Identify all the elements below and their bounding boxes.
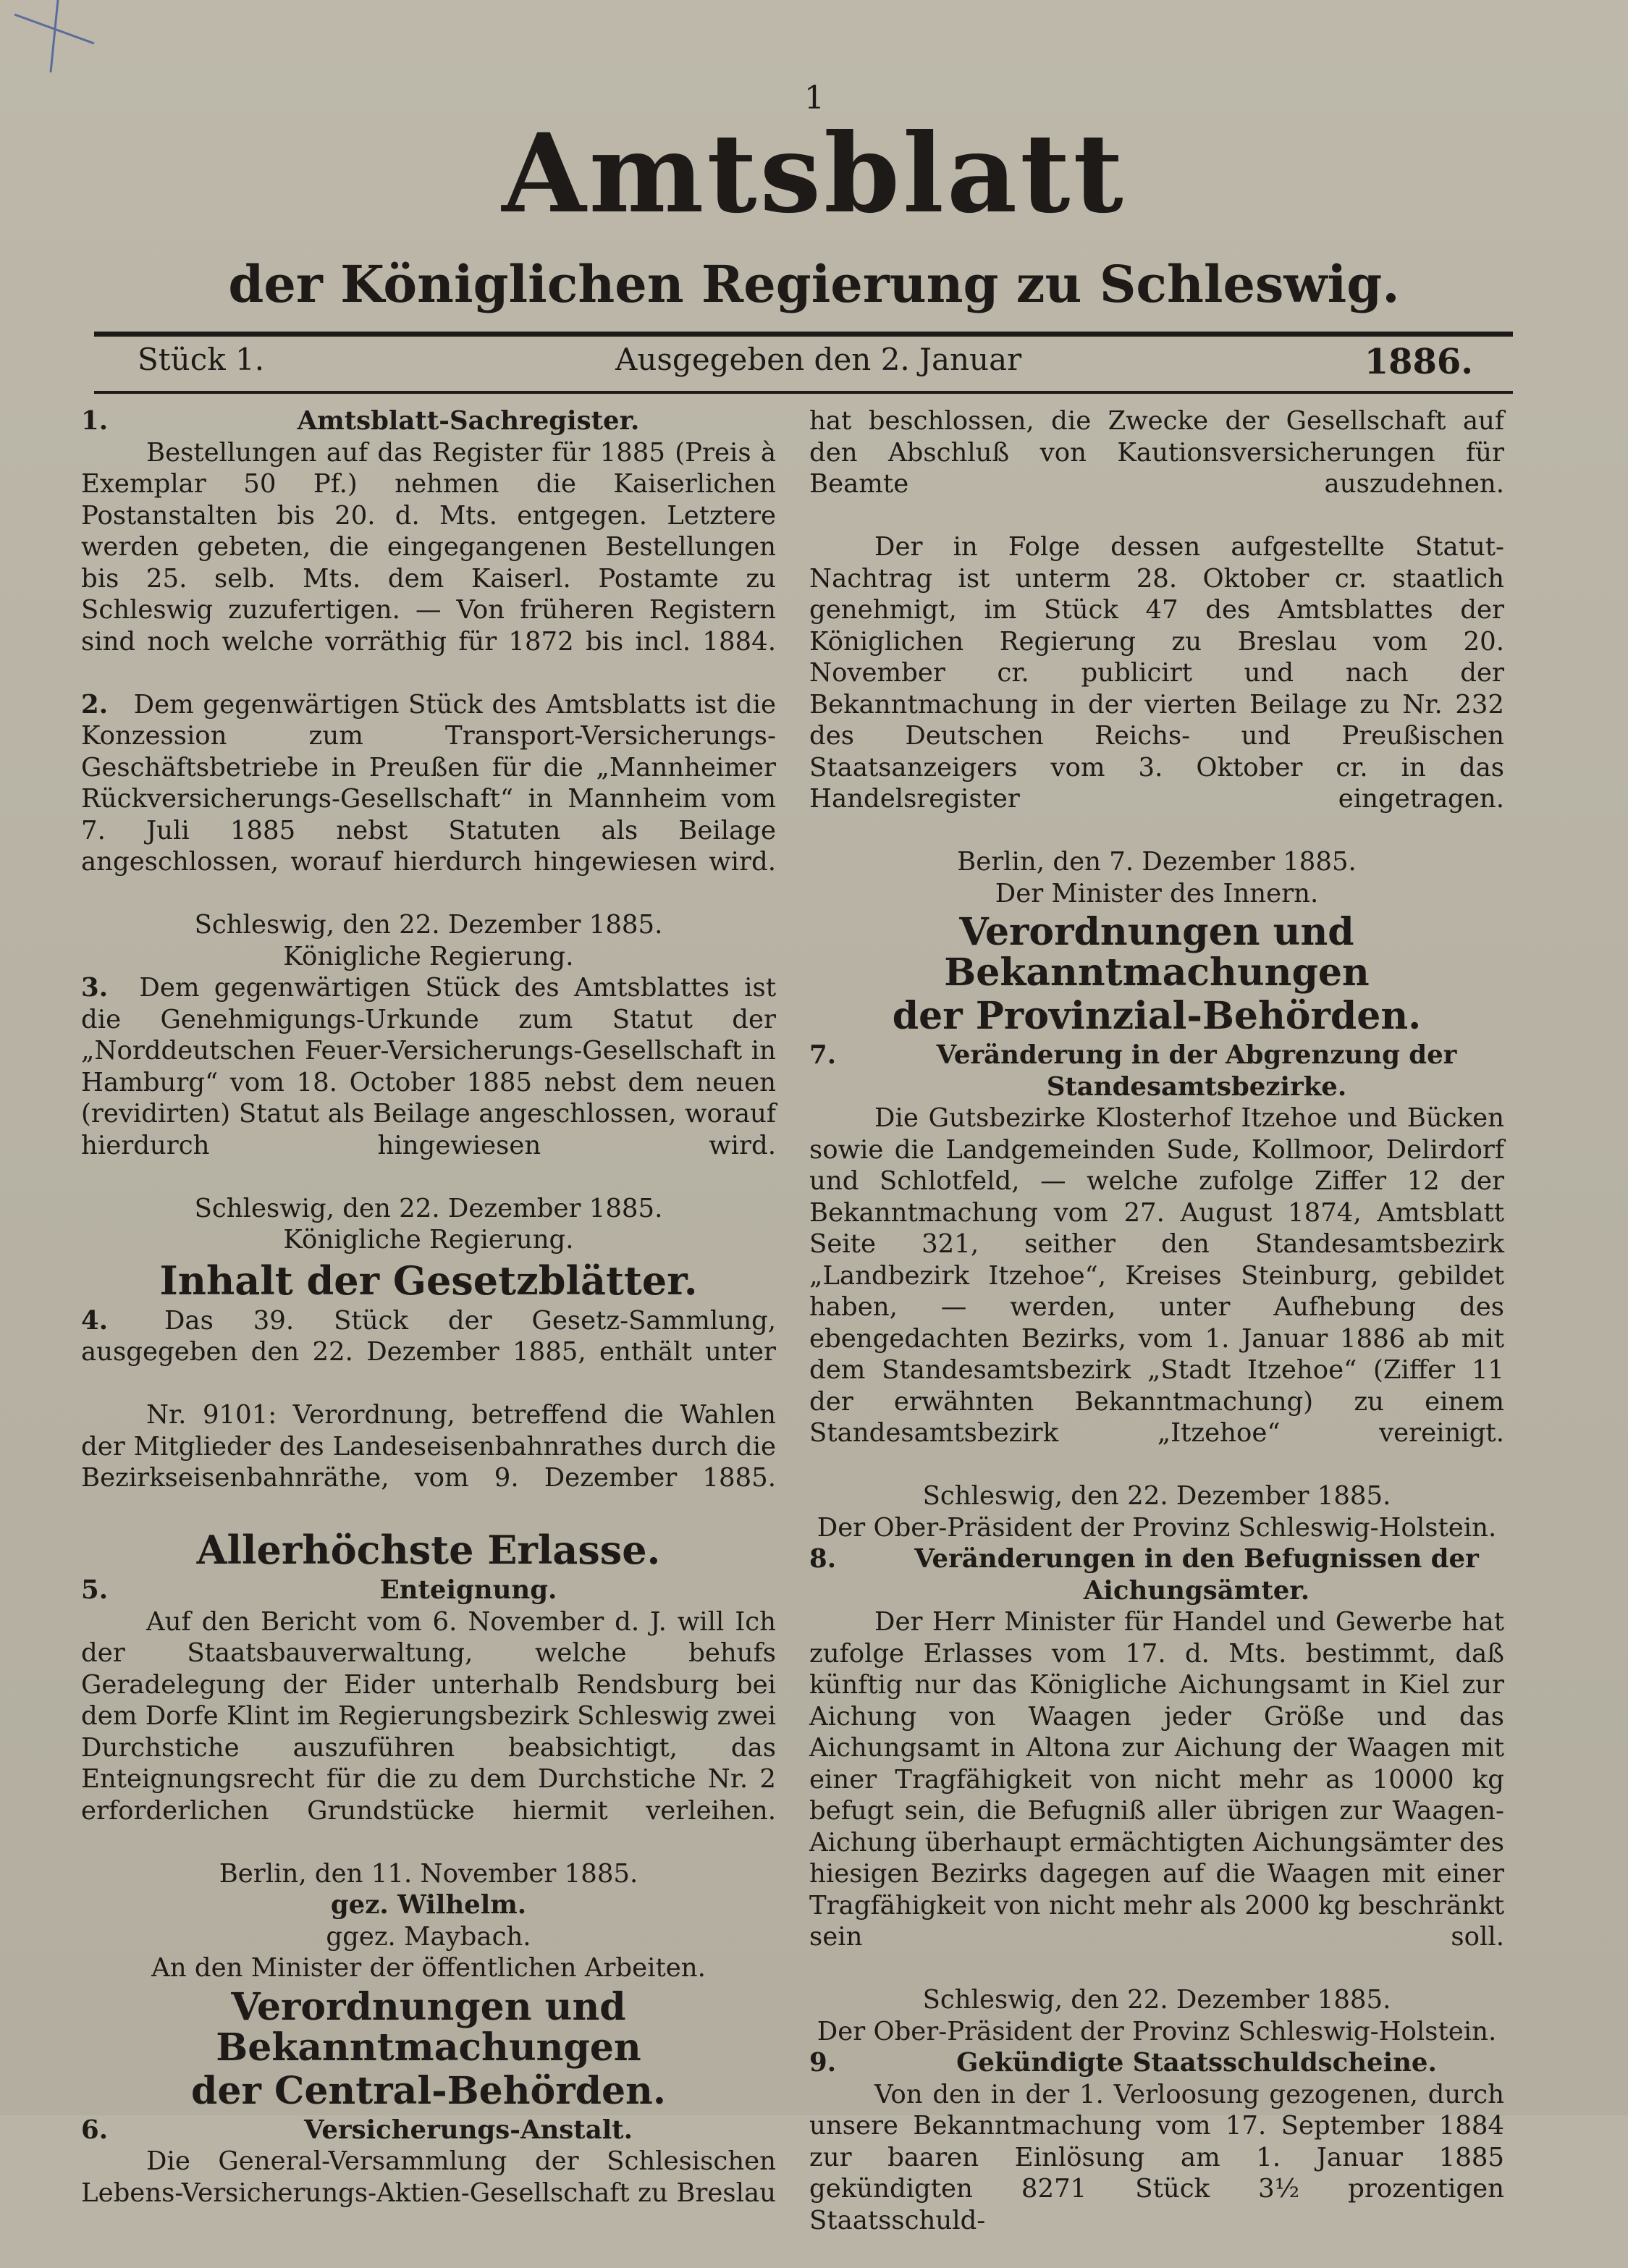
article-number: 6. [81, 2115, 109, 2145]
article-heading [809, 2047, 1504, 2079]
article-title: Gekündigte Staatsschuldscheine. [956, 2048, 1437, 2078]
article-text: Nr. 9101: Verordnung, betreffend die Wahlen der Mitglieder des Landeseisenbahnrathes durch die Bezirkseisenbahnräthe, vom 9. Dezember 1885. [81, 1400, 776, 1493]
article-place-date: Schleswig, den 22. Dezember 1885. [922, 1985, 1391, 2015]
article-place-date: Schleswig, den 22. Dezember 1885. [922, 1481, 1391, 1511]
article-title: Veränderung in der Abgrenzung der Standesamtsbezirke. [936, 1040, 1457, 1102]
article-title: Amtsblatt-Sachregister. [297, 406, 640, 436]
article-paragraph [81, 972, 776, 1193]
issue-number: Stück 1. [138, 342, 265, 377]
article-number: 2. [81, 689, 109, 720]
article-place-date: Berlin, den 11. November 1885. [219, 1858, 638, 1889]
section-heading: Verordnungen und Bekanntmachungen [944, 910, 1370, 995]
section-heading: Allerhöchste Erlasse. [196, 1527, 661, 1573]
article-title: Enteignung. [379, 1575, 557, 1605]
article-paragraph [81, 1305, 776, 1400]
article-signature: Königliche Regierung. [283, 1225, 574, 1255]
article-place-date: Schleswig, den 22. Dezember 1885. [194, 1193, 663, 1223]
article-heading [809, 1543, 1504, 1606]
page-number: 1 [804, 80, 824, 117]
section-heading: Inhalt der Gesetzblätter. [159, 1257, 698, 1304]
article-text: Dem gegenwärtigen Stück des Amtsblatts ist die Konzession zum Transport-Versicherungs-Geschäftsbetriebe in Preußen für die „Mannheimer Rückversicherungs-Gesellschaft“ in Mannheim vom 7. Juli 1885 nebst Statuten als Beilage angeschlossen, worauf hierdurch hingewiesen wird. [81, 689, 776, 877]
article-paragraph [81, 689, 776, 910]
masthead-title: Amtsblatt [502, 110, 1126, 237]
article-number: 9. [809, 2048, 837, 2078]
article-number: 3. [81, 973, 109, 1003]
issue-date: Ausgegeben den 2. Januar [615, 342, 1022, 377]
article-number: 8. [809, 1544, 837, 1574]
section-heading: Verordnungen und Bekanntmachungen [216, 1984, 641, 2070]
article-text: Auf den Bericht vom 6. November d. J. will Ich der Staatsbauverwaltung, welche behufs Geradelegung der Eider unterhalb Rendsburg bei dem Dorfe Klint im Regierungsbezirk Schleswig zwei Durchstiche auszuführen beabsichtigt, das Enteignungsrecht für die zu dem Durchstiche Nr. 2 erforderlichen Grundstücke hiermit verleihen. [81, 1606, 776, 1826]
article-heading [81, 405, 776, 437]
article-signature: Königliche Regierung. [283, 941, 574, 971]
article-title: Versicherungs-Anstalt. [304, 2115, 633, 2145]
article-place-date: Schleswig, den 22. Dezember 1885. [194, 910, 663, 940]
issue-line [94, 342, 1513, 385]
article-heading [809, 1040, 1504, 1103]
section-heading: der Central-Behörden. [191, 2068, 666, 2113]
left-column [81, 405, 776, 2240]
article-text: Der Herr Minister für Handel und Gewerbe hat zufolge Erlasses vom 17. d. Mts. bestimmt, daß künftig nur das Königliche Aichungsamt in Kiel zur Aichung von Waagen jeder Größe und das Aichungsamt in Altona zur Aichung der Waagen mit einer Tragfähigkeit von nicht mehr as 10000 kg befugt sein, die Befugniß aller übrigen zur Waagen-Aichung überhaupt ermächtigten Aichungsämter des hiesigen Bezirks dagegen auf die Waagen mit einer Tragfähigkeit von nicht mehr als 2000 kg beschränkt sein soll. [809, 1607, 1504, 1952]
article-heading [81, 1574, 776, 1606]
article-addressee: An den Minister der öffentlichen Arbeiten. [151, 1953, 706, 1983]
article-text: Dem gegenwärtigen Stück des Amtsblattes ist die Genehmigungs-Urkunde zum Statut der „Norddeutschen Feuer-Versicherungs-Gesellschaft in Hamburg“ vom 18. October 1885 nebst dem neuen (revidirten) Statut als Beilage angeschlossen, worauf hierdurch hingewiesen wird. [81, 973, 776, 1160]
article-text: Das 39. Stück der Gesetz-Sammlung, ausgegeben den 22. Dezember 1885, enthält unter [81, 1305, 776, 1367]
article-title: Veränderungen in den Befugnissen der Aichungsämter. [914, 1544, 1479, 1606]
article-number: 5. [81, 1575, 109, 1605]
article-heading [81, 2115, 776, 2146]
issue-year: 1886. [1364, 342, 1473, 382]
article-signature: Der Minister des Innern. [995, 878, 1319, 909]
pen-mark [0, 0, 101, 80]
article-text: hat beschlossen, die Zwecke der Gesellschaft auf den Abschluß von Kautionsversicherungen für Beamte auszudehnen. [809, 406, 1504, 499]
article-text: Der in Folge dessen aufgestellte Statut-Nachtrag ist unterm 28. Oktober cr. staatlich genehmigt, im Stück 47 des Amtsblattes der Königlichen Regierung zu Breslau vom 20. November cr. publicirt und nach der Bekanntmachung in der vierten Beilage zu Nr. 232 des Deutschen Reichs- und Preußischen Staatsanzeigers vom 3. Oktober cr. in das Handelsregister eingetragen. [809, 532, 1504, 814]
article-signature: Der Ober-Präsident der Provinz Schleswig-Holstein. [817, 2016, 1497, 2046]
header-rule-bottom [94, 391, 1513, 394]
article-number: 7. [809, 1040, 837, 1070]
article-text: Die General-Versammlung der Schlesischen Lebens-Versicherungs-Aktien-Gesellschaft zu Breslau [81, 2146, 776, 2208]
article-number: 1. [81, 406, 109, 436]
article-number: 4. [81, 1305, 109, 1336]
article-place-date: Berlin, den 7. Dezember 1885. [957, 847, 1357, 877]
article-signature: gez. Wilhelm. [330, 1890, 527, 1920]
article-text: Die Gutsbezirke Klosterhof Itzehoe und Bücken sowie die Landgemeinden Sude, Kollmoor, Delirdorf und Schlotfeld, — welche zufolge Ziffer 12 der Bekanntmachung vom 27. August 1874, Amtsblatt Seite 321, seither den Standesamtsbezirk „Landbezirk Itzehoe“, Kreises Steinburg, gebildet haben, — werden, unter Aufhebung des ebengedachten Bezirks, vom 1. Januar 1886 ab mit dem Standesamtsbezirk „Stadt Itzehoe“ (Ziffer 11 der erwähnten Bekanntmachung) zu einem Standesamtsbezirk „Itzehoe“ vereinigt. [809, 1103, 1504, 1448]
right-column [809, 405, 1504, 2268]
article-text: Bestellungen auf das Register für 1885 (Preis à Exemplar 50 Pf.) nehmen die Kaiserlichen Postanstalten bis 20. d. Mts. entgegen. Letztere werden gebeten, die eingegangenen Bestellungen bis 25. selb. Mts. dem Kaiserl. Postamte zu Schleswig zuzufertigen. — Von früheren Registern sind noch welche vorräthig für 1872 bis incl. 1884. [81, 437, 776, 657]
header-rule-top [94, 332, 1513, 337]
section-heading: der Provinzial-Behörden. [892, 994, 1422, 1038]
article-text: Von den in der 1. Verloosung gezogenen, durch unsere Bekanntmachung vom 17. September 1884 zur baaren Einlösung am 1. Januar 1885 gekündigten 8271 Stück 3½ prozentigen Staatsschuld- [809, 2079, 1504, 2235]
article-countersignature: ggez. Maybach. [326, 1921, 531, 1952]
article-signature: Der Ober-Präsident der Provinz Schleswig-Holstein. [817, 1512, 1497, 1543]
masthead-subtitle: der Königlichen Regierung zu Schleswig. [228, 254, 1400, 314]
